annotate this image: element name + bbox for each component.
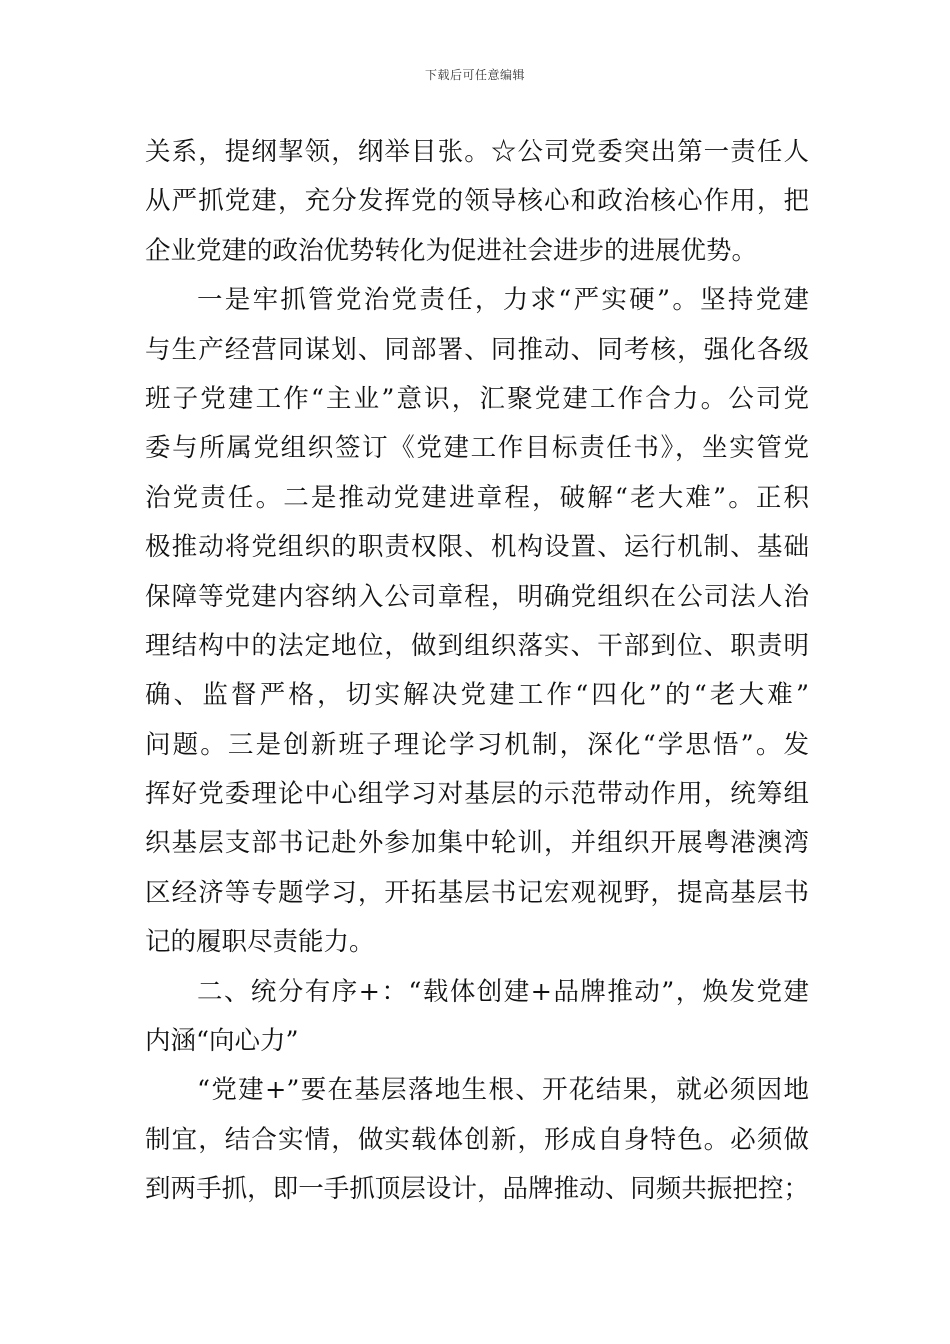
document-body [145,128,809,1215]
text-line: 确、监督严格，切实解决党建工作“四化”的“老大难” [145,680,809,711]
text-line: 关系，提纲挈领，纲举目张。☆公司党委突出第一责任人 [145,137,809,167]
text-line: 理结构中的法定地位，做到组织落实、干部到位、职责明 [145,630,809,661]
text-line: 制宜，结合实情，做实载体创新，形成自身特色。必须做 [145,1124,809,1155]
text-line: 企业党建的政治优势转化为促进社会进步的进展优势。 [145,235,758,266]
paragraph [145,128,809,276]
text-line: 班子党建工作“主业”意识，汇聚党建工作合力。公司党 [145,383,809,414]
text-line: 区经济等专题学习，开拓基层书记宏观视野，提高基层书 [145,877,809,908]
text-line: 内涵“向心力” [145,1026,299,1057]
text-line: 问题。三是创新班子理论学习机制，深化“学思悟”。发 [145,729,809,760]
text-line: 到两手抓，即一手抓顶层设计，品牌推动、同频共振把控； [145,1174,809,1205]
text-line: 挥好党委理论中心组学习对基层的示范带动作用，统筹组 [145,779,809,810]
text-line: 委与所属党组织签订《党建工作目标责任书》，坐实管党 [145,433,809,464]
text-line: 记的履职尽责能力。 [145,927,375,958]
section-heading [145,968,809,1067]
text-line: 与生产经营同谋划、同部署、同推动、同考核，强化各级 [145,334,809,365]
page-header: 下载后可任意编辑 [424,68,525,82]
text-line: 二、统分有序+：“载体创建+品牌推动”，焕发党建 [197,976,809,1007]
text-line: 极推动将党组织的职责权限、机构设置、运行机制、基础 [145,532,809,563]
text-line: 治党责任。二是推动党建进章程，破解“老大难”。正积 [145,482,809,513]
text-line: 从严抓党建，充分发挥党的领导核心和政治核心作用，把 [145,186,809,217]
text-line: 织基层支部书记赴外参加集中轮训，并组织开展粤港澳湾 [145,828,809,859]
paragraph [145,1066,809,1214]
text-line: “党建+”要在基层落地生根、开花结果，就必须因地 [197,1075,809,1106]
paragraph [145,276,809,967]
text-line: 保障等党建内容纳入公司章程，明确党组织在公司法人治 [145,581,809,612]
text-line: 一是牢抓管党治党责任，力求“严实硬”。坚持党建 [197,285,809,316]
